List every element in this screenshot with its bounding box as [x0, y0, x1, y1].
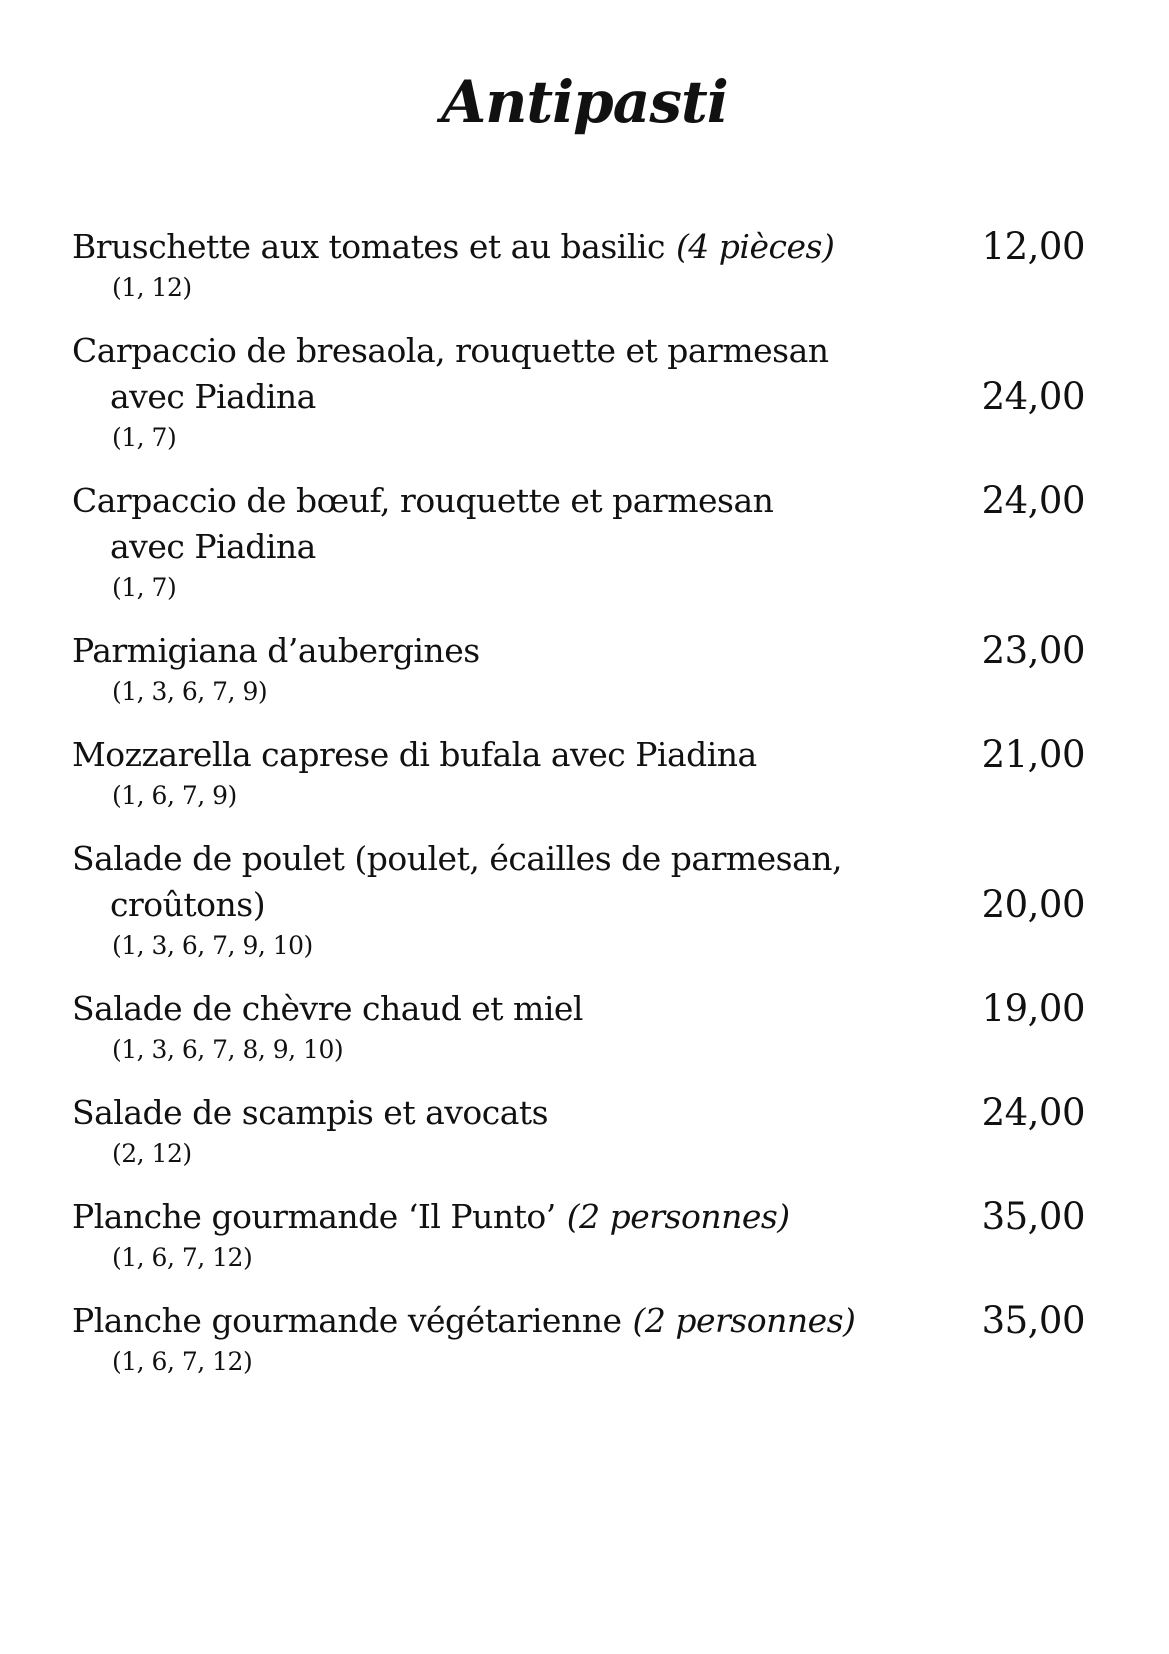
item-name-line2: avec Piadina — [110, 527, 316, 566]
item-price: 12,00 — [981, 225, 1085, 268]
item-name-line2: croûtons) — [110, 885, 266, 924]
item-name-line — [72, 328, 945, 374]
item-allergens: (1, 6, 7, 12) — [112, 1347, 253, 1376]
menu-list — [72, 224, 1085, 1380]
menu-item-text — [72, 478, 945, 606]
item-name-line — [72, 986, 945, 1032]
item-price: 24,00 — [981, 479, 1085, 522]
item-name: Planche gourmande ‘Il Punto’ — [72, 1197, 556, 1236]
menu-item — [72, 986, 1085, 1068]
item-allergens: (1, 6, 7, 9) — [112, 781, 237, 810]
item-name: Salade de scampis et avocats — [72, 1093, 549, 1132]
item-name-line — [72, 478, 945, 524]
item-price: 19,00 — [981, 987, 1085, 1030]
item-name-line — [72, 1298, 945, 1344]
item-note: (4 pièces) — [675, 227, 835, 266]
item-allergens: (1, 3, 6, 7, 9, 10) — [112, 931, 313, 960]
item-name: Salade de chèvre chaud et miel — [72, 989, 583, 1028]
item-name-line — [72, 1194, 945, 1240]
item-name-line — [72, 836, 945, 882]
item-name-line2: avec Piadina — [110, 377, 316, 416]
menu-item — [72, 1090, 1085, 1172]
menu-item-text — [72, 328, 945, 456]
menu-item-text — [72, 732, 945, 814]
item-price: 35,00 — [981, 1195, 1085, 1238]
menu-item-text — [72, 1298, 945, 1380]
menu-item — [72, 328, 1085, 456]
item-allergens: (1, 6, 7, 12) — [112, 1243, 253, 1272]
item-name-line — [72, 628, 945, 674]
menu-item — [72, 478, 1085, 606]
item-name-line — [72, 1090, 945, 1136]
item-allergens: (1, 3, 6, 7, 9) — [112, 677, 268, 706]
item-price: 21,00 — [981, 733, 1085, 776]
item-name: Salade de poulet (poulet, écailles de parmesan, — [72, 839, 843, 878]
menu-item — [72, 1194, 1085, 1276]
item-price: 24,00 — [981, 375, 1085, 418]
item-name-line — [72, 224, 945, 270]
item-name: Mozzarella caprese di bufala avec Piadina — [72, 735, 757, 774]
item-allergens: (1, 7) — [112, 573, 177, 602]
item-allergens: (1, 12) — [112, 273, 192, 302]
item-price: 35,00 — [981, 1299, 1085, 1342]
menu-item-text — [72, 224, 945, 306]
menu-item-text — [72, 986, 945, 1068]
section-title: Antipasti — [441, 68, 728, 136]
menu-item — [72, 836, 1085, 964]
item-price: 23,00 — [981, 629, 1085, 672]
item-name: Planche gourmande végétarienne — [72, 1301, 622, 1340]
item-name: Parmigiana d’aubergines — [72, 631, 480, 670]
item-name: Carpaccio de bœuf, rouquette et parmesan — [72, 481, 774, 520]
menu-item-text — [72, 1194, 945, 1276]
menu-item-text — [72, 1090, 945, 1172]
menu-item-text — [72, 836, 945, 964]
item-allergens: (1, 3, 6, 7, 8, 9, 10) — [112, 1035, 344, 1064]
menu-item-text — [72, 628, 945, 710]
item-name: Bruschette aux tomates et au basilic — [72, 227, 665, 266]
menu-item — [72, 628, 1085, 710]
item-name: Carpaccio de bresaola, rouquette et parmesan — [72, 331, 829, 370]
item-note: (2 personnes) — [632, 1301, 856, 1340]
item-allergens: (1, 7) — [112, 423, 177, 452]
menu-item — [72, 224, 1085, 306]
menu-item — [72, 1298, 1085, 1380]
item-name-line — [72, 732, 945, 778]
item-price: 20,00 — [981, 883, 1085, 926]
menu-item — [72, 732, 1085, 814]
item-price: 24,00 — [981, 1091, 1085, 1134]
item-allergens: (2, 12) — [112, 1139, 192, 1168]
item-note: (2 personnes) — [566, 1197, 790, 1236]
